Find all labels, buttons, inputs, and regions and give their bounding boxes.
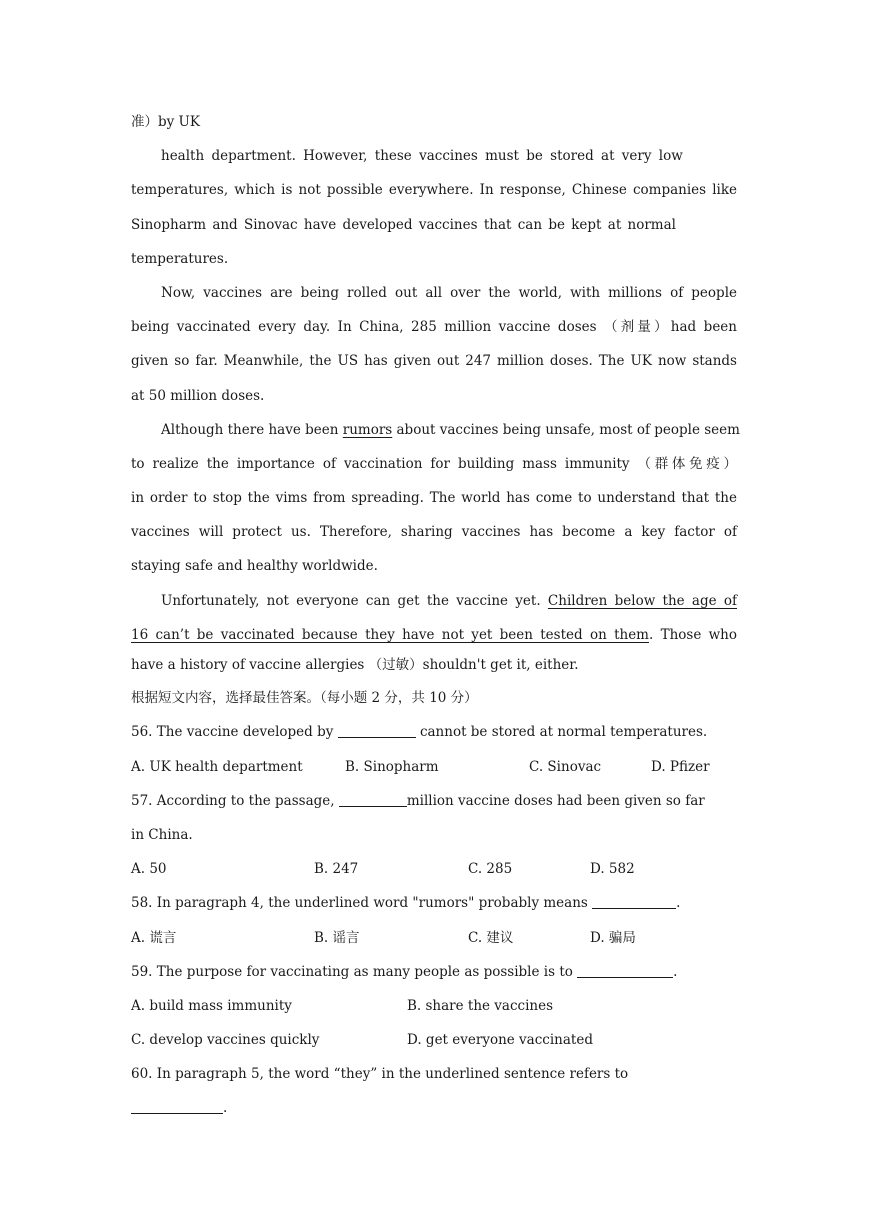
options-59-row1 bbox=[131, 989, 737, 1023]
option-d: D. Pfizer bbox=[651, 758, 710, 775]
underlined-sentence: 16 can’t be vaccinated because they have not yet been tested on them bbox=[131, 626, 649, 643]
option-b: B. 谣言 bbox=[314, 929, 360, 946]
answer-blank bbox=[338, 723, 416, 738]
passage-line: vaccines will protect us. Therefore, sharing vaccines has become a key factor of bbox=[131, 524, 737, 541]
passage-line: temperatures. bbox=[131, 250, 229, 267]
option-b: B. 247 bbox=[314, 861, 359, 878]
document-page bbox=[131, 105, 740, 1126]
question-text: 57. According to the passage, bbox=[131, 792, 339, 809]
options-57 bbox=[131, 852, 737, 886]
passage-line: health department. However, these vaccines must be stored at very low bbox=[161, 148, 683, 165]
option-a: A. 50 bbox=[131, 861, 167, 878]
passage-line: given so far. Meanwhile, the US has given out 247 million doses. The UK now stands bbox=[131, 353, 737, 370]
option-c: C. Sinovac bbox=[529, 758, 602, 775]
passage-line: being vaccinated every day. In China, 285 million vaccine doses （剂量）had been bbox=[131, 319, 737, 336]
question-text: . bbox=[676, 895, 681, 912]
option-b: B. Sinopharm bbox=[345, 758, 439, 775]
question-text: . bbox=[223, 1100, 228, 1117]
option-c: C. develop vaccines quickly bbox=[131, 1032, 320, 1049]
passage-line: 准）by UK bbox=[131, 114, 201, 130]
passage-line bbox=[131, 584, 737, 618]
text-span: Unfortunately, not everyone can get the vaccine yet. bbox=[161, 592, 548, 609]
option-d: D. get everyone vaccinated bbox=[407, 1032, 593, 1049]
question-text: 56. The vaccine developed by bbox=[131, 724, 338, 741]
instructions: 根据短文内容，选择最佳答案。（每小题 2 分，共 10 分） bbox=[131, 690, 478, 707]
answer-blank bbox=[577, 963, 673, 978]
question-57-cont: in China. bbox=[131, 826, 193, 843]
option-a: A. UK health department bbox=[131, 758, 303, 775]
passage-line bbox=[131, 618, 737, 652]
options-58 bbox=[131, 921, 737, 955]
options-56 bbox=[131, 750, 737, 784]
passage-line: at 50 million doses. bbox=[131, 387, 265, 404]
passage-line: have a history of vaccine allergies （过敏）shouldn't get it, either. bbox=[131, 657, 579, 673]
passage-line: temperatures, which is not possible everywhere. In response, Chinese companies like bbox=[131, 182, 737, 199]
question-text: million vaccine doses had been given so far bbox=[406, 792, 705, 809]
question-60-cont bbox=[131, 1091, 737, 1125]
answer-blank bbox=[592, 894, 676, 909]
passage-line: in order to stop the vims from spreading. The world has come to understand that the bbox=[131, 490, 737, 507]
question-text: cannot be stored at normal temperatures. bbox=[415, 724, 708, 741]
text-span: about vaccines being unsafe, most of people seem bbox=[392, 421, 740, 438]
answer-blank bbox=[339, 792, 407, 807]
question-59 bbox=[131, 955, 737, 989]
question-text: . bbox=[673, 963, 678, 980]
question-text: 59. The purpose for vaccinating as many people as possible is to bbox=[131, 963, 578, 980]
question-60: 60. In paragraph 5, the word “they” in the underlined sentence refers to bbox=[131, 1066, 629, 1083]
passage-line: to realize the importance of vaccination for building mass immunity （群体免疫） bbox=[131, 455, 737, 472]
passage-line bbox=[131, 413, 740, 447]
option-c: C. 285 bbox=[468, 861, 513, 878]
option-a: A. 谎言 bbox=[131, 929, 177, 946]
option-a: A. build mass immunity bbox=[131, 997, 292, 1014]
option-d: D. 骗局 bbox=[590, 929, 636, 946]
underlined-word-rumors: rumors bbox=[342, 421, 393, 438]
question-56 bbox=[131, 715, 737, 749]
passage-line: staying safe and healthy worldwide. bbox=[131, 558, 378, 575]
text-span: . Those who bbox=[649, 626, 738, 643]
underlined-sentence: Children below the age of bbox=[547, 592, 738, 609]
question-57 bbox=[131, 784, 737, 818]
answer-blank bbox=[131, 1099, 223, 1114]
passage-line: Sinopharm and Sinovac have developed vaccines that can be kept at normal bbox=[131, 216, 676, 233]
options-59-row2 bbox=[131, 1023, 737, 1057]
option-b: B. share the vaccines bbox=[407, 997, 554, 1014]
question-58 bbox=[131, 886, 737, 920]
passage-line: Now, vaccines are being rolled out all over the world, with millions of people bbox=[161, 284, 737, 301]
text-span: Although there have been bbox=[161, 421, 343, 438]
option-d: D. 582 bbox=[590, 861, 635, 878]
option-c: C. 建议 bbox=[468, 929, 514, 946]
question-text: 58. In paragraph 4, the underlined word "rumors" probably means bbox=[131, 895, 593, 912]
